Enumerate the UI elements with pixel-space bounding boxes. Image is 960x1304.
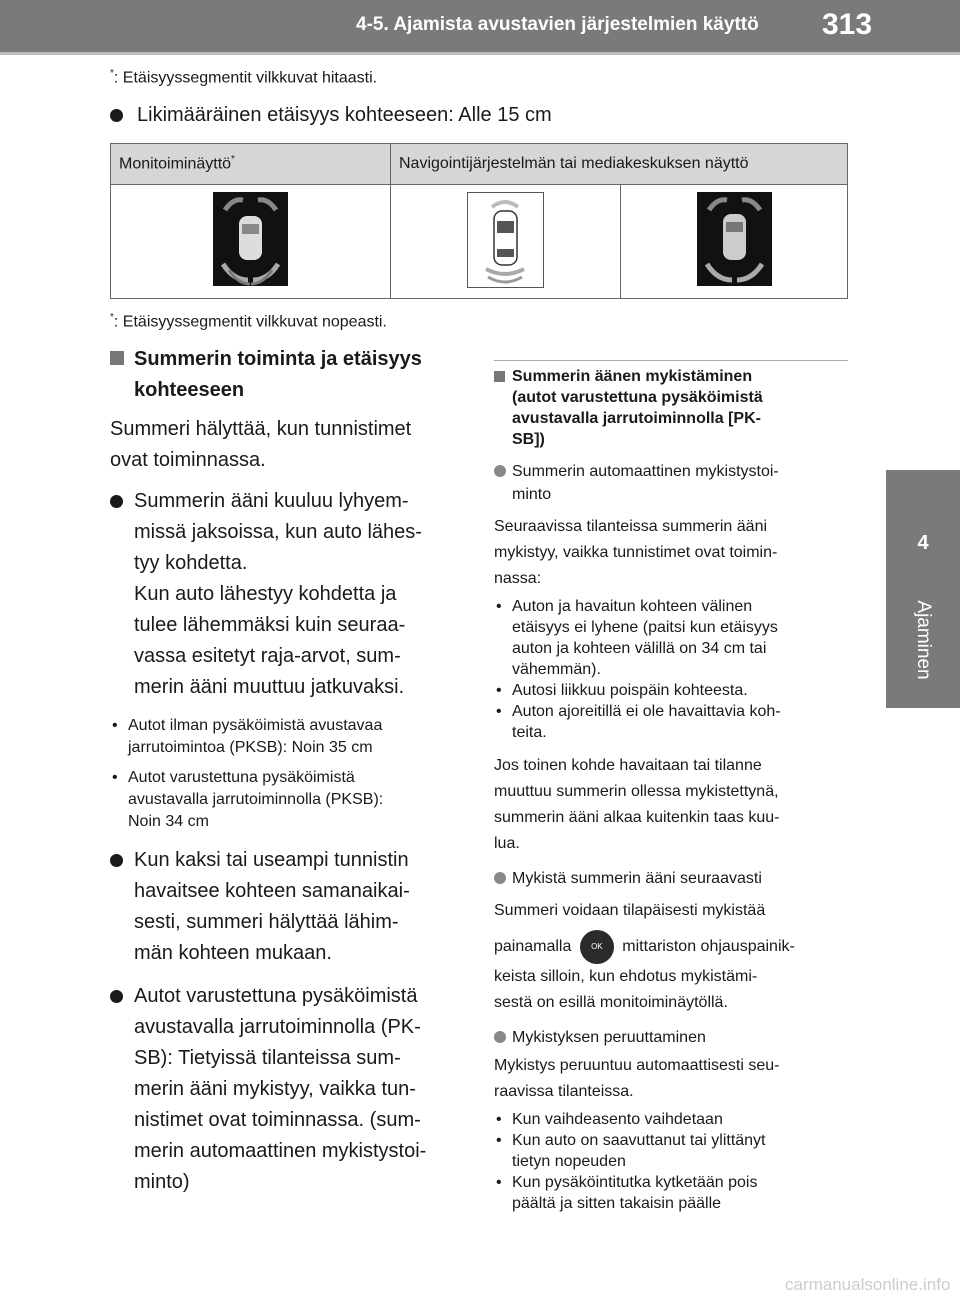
- multi-display-image: [111, 185, 391, 299]
- bullet-icon: [110, 495, 123, 508]
- section-title: 4-5. Ajamista avustavien järjestelmien käyttö: [356, 14, 759, 35]
- car-sensor-light-icon: [467, 192, 544, 288]
- list-item: Summerin ääni kuuluu lyhyem- missä jaksoissa, kun auto lähes- tyy kohdetta. Kun auto lähestyy kohdetta ja tulee lähemmäksi kuin seuraa- vassa esitetyt raja-arvot, sum- merin ääni muuttuu jatkuvaksi.: [110, 486, 470, 703]
- nav-display-image: [391, 185, 621, 299]
- bullet-icon: [110, 854, 123, 867]
- list-item: Autot varustettuna pysäköimistä avustavalla jarrutoiminnolla (PK- SB): Tietyissä tilanteissa sum- merin ääni mykistyy, vaikka tun- nistimet ovat toiminnassa. (sum- merin automaattinen mykistystoi- minto): [110, 981, 470, 1198]
- chapter-number: 4: [917, 532, 929, 554]
- footnote-slow: *: Etäisyyssegmentit vilkkuvat hitaasti.: [110, 68, 378, 87]
- intro-paragraph: Summeri hälyttää, kun tunnistimet ovat toiminnassa.: [110, 418, 412, 471]
- footnote-fast: *: Etäisyyssegmentit vilkkuvat nopeasti.: [110, 312, 387, 331]
- sub-heading: Summerin automaattinen mykistystoi- minto: [494, 460, 850, 506]
- left-column: [110, 344, 470, 1198]
- chapter-label: Ajaminen: [913, 600, 934, 680]
- car-sensor-dark-icon: [213, 192, 288, 286]
- bullet-icon: [110, 109, 123, 122]
- right-column: [494, 366, 850, 1214]
- chapter-tab: [886, 470, 960, 708]
- paragraph: Summeri voidaan tilapäisesti mykistää painamalla OK mittariston ohjauspainik- keista silloin, kun ehdotus mykistämi- sestä on esillä monitoiminäytöllä.: [494, 902, 795, 1011]
- media-display-image: [621, 185, 848, 299]
- square-bullet-icon: [110, 351, 124, 365]
- footer-watermark: carmanualsonline.info: [785, 1275, 951, 1294]
- bullet-icon: [494, 872, 506, 884]
- column-divider: [494, 360, 848, 361]
- table-header-multi-display: Monitoiminäyttö*: [111, 144, 391, 185]
- sub-heading: Mykistä summerin ääni seuraavasti: [494, 867, 850, 890]
- bullet-icon: [110, 990, 123, 1003]
- paragraph: Mykistys peruuntuu automaattisesti seu- raavissa tilanteissa.: [494, 1057, 780, 1100]
- display-table: [110, 143, 848, 299]
- header-divider: [0, 52, 960, 55]
- bullet-icon: [494, 465, 506, 477]
- ok-button-icon: OK: [580, 930, 614, 964]
- square-bullet-icon: [494, 371, 505, 382]
- bullet-list: • Auton ja havaitun kohteen välinen etäisyys ei lyhene (paitsi kun etäisyys auton ja kohteen välillä on 34 cm tai vähemmän). • Autosi liikkuu poispäin kohteesta. • Auton ajoreitillä ei ole havaittavia koh- teita.: [496, 598, 781, 741]
- list-item: • Autot varustettuna pysäköimistä avustavalla jarrutoiminnolla (PKSB): Noin 34 cm: [112, 769, 384, 830]
- paragraph: Jos toinen kohde havaitaan tai tilanne muuttuu summerin ollessa mykistettynä, summerin ääni alkaa kuitenkin taas kuu- lua.: [494, 757, 780, 852]
- page-header: [0, 0, 960, 52]
- bullet-icon: [494, 1031, 506, 1043]
- section-heading: Summerin toiminta ja etäisyys kohteeseen: [110, 344, 470, 406]
- car-sensor-dark-icon: [697, 192, 772, 286]
- section-heading: Summerin äänen mykistäminen (autot varustettuna pysäköimistä avustavalla jarrutoiminnolla [PK- SB]): [494, 366, 850, 450]
- list-item: Kun kaksi tai useampi tunnistin havaitsee kohteen samanaikai- sesti, summeri hälyttää lähim- män kohteen mukaan.: [110, 845, 470, 969]
- paragraph: Seuraavissa tilanteissa summerin ääni mykistyy, vaikka tunnistimet ovat toimin- nassa:: [494, 518, 778, 587]
- table-header-nav-display: Navigointijärjestelmän tai mediakeskuksen näyttö: [391, 144, 848, 185]
- bullet-list: • Kun vaihdeasento vaihdetaan • Kun auto on saavuttanut tai ylittänyt tietyn nopeuden • Kun pysäköintitutka kytketään pois päältä ja sitten takaisin päälle: [496, 1111, 766, 1212]
- distance-line: Likimääräinen etäisyys kohteeseen: Alle 15 cm: [110, 104, 552, 127]
- sub-heading: Mykistyksen peruuttaminen: [494, 1026, 850, 1049]
- list-item: • Autot ilman pysäköimistä avustavaa jarrutoimintoa (PKSB): Noin 35 cm: [112, 717, 383, 756]
- page-number: 313: [822, 8, 873, 41]
